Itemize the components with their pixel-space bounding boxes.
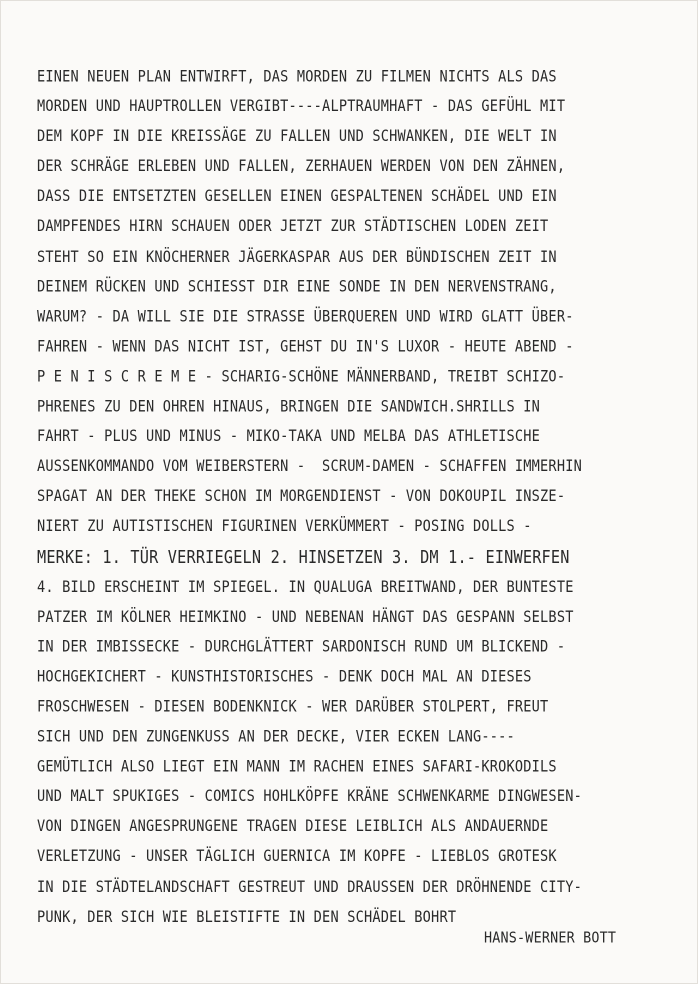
text-line-27: VERLETZUNG - UNSER TÄGLICH GUERNICA IM KOPFE - LIEBLOS GROTESK [37,847,557,867]
text-line-8: DEINEM RÜCKEN UND SCHIESST DIR EINE SONDE IN DEN NERVENSTRANG, [37,277,557,296]
text-line-29: PUNK, DER SICH WIE BLEISTIFTE IN DEN SCHÄDEL BOHRT [37,907,457,927]
text-line-15: SPAGAT AN DER THEKE SCHON IM MORGENDIENST - VON DOKOUPIL INSZE- [37,487,566,506]
text-line-23: SICH UND DEN ZUNGENKUSS AN DER DECKE, VIER ECKEN LANG---- [37,727,515,747]
text-line-28: IN DIE STÄDTELANDSCHAFT GESTREUT UND DRAUSSEN DER DRÖHNENDE CITY- [37,877,582,897]
text-line-22: FROSCHWESEN - DIESEN BODENKNICK - WER DARÜBER STOLPERT, FREUT [37,697,549,717]
text-line-20: IN DER IMBISSECKE - DURCHGLÄTTERT SARDONISCH RUND UM BLICKEND - [37,637,566,656]
text-line-19: PATZER IM KÖLNER HEIMKINO - UND NEBENAN HÄNGT DAS GESPANN SELBST [37,607,574,626]
text-line-2: MORDEN UND HAUPTROLLEN VERGIBT----ALPTRAUMHAFT - DAS GEFÜHL MIT [37,97,566,116]
text-line-7: STEHT SO EIN KNÖCHERNER JÄGERKASPAR AUS DER BÜNDISCHEN ZEIT IN [37,247,557,266]
text-line-3: DEM KOPF IN DIE KREISSÄGE ZU FALLEN UND SCHWANKEN, DIE WELT IN [37,127,557,146]
text-line-25: UND MALT SPUKIGES - COMICS HOHLKÖPFE KRÄNE SCHWENKARME DINGWESEN- [37,787,582,807]
text-line-1: EINEN NEUEN PLAN ENTWIRFT, DAS MORDEN ZU FILMEN NICHTS ALS DAS [37,67,557,86]
text-line-24: GEMÜTLICH ALSO LIEGT EIN MANN IM RACHEN EINES SAFARI-KROKODILS [37,757,557,777]
text-line-26: VON DINGEN ANGESPRUNGENE TRAGEN DIESE LEIBLICH ALS ANDAUERNDE [37,817,549,837]
typewritten-text [37,64,677,934]
text-line-13: FAHRT - PLUS UND MINUS - MIKO-TAKA UND MELBA DAS ATHLETISCHE [37,427,541,446]
text-line-5: DASS DIE ENTSETZTEN GESELLEN EINEN GESPALTENEN SCHÄDEL UND EIN [37,187,557,206]
text-line-9: WARUM? - DA WILL SIE DIE STRASSE ÜBERQUEREN UND WIRD GLATT ÜBER- [37,307,574,326]
text-line-17: MERKE: 1. TÜR VERRIEGELN 2. HINSETZEN 3. DM 1.- EINWERFEN [37,546,570,568]
text-line-12: PHRENES ZU DEN OHREN HINAUS, BRINGEN DIE SANDWICH.SHRILLS IN [37,397,541,416]
text-line-4: DER SCHRÄGE ERLEBEN UND FALLEN, ZERHAUEN WERDEN VON DEN ZÄHNEN, [37,157,566,176]
text-line-21: HOCHGEKICHERT - KUNSTHISTORISCHES - DENK DOCH MAL AN DIESES [37,667,532,687]
text-line-16: NIERT ZU AUTISTISCHEN FIGURINEN VERKÜMMERT - POSING DOLLS - [37,517,532,536]
text-line-10: FAHREN - WENN DAS NICHT IST, GEHST DU IN'S LUXOR - HEUTE ABEND - [37,337,574,356]
text-line-6: DAMPFENDES HIRN SCHAUEN ODER JETZT ZUR STÄDTISCHEN LODEN ZEIT [37,217,549,236]
text-line-18: 4. BILD ERSCHEINT IM SPIEGEL. IN QUALUGA BREITWAND, DER BUNTESTE [37,577,574,596]
text-line-11: P E N I S C R E M E - SCHARIG-SCHÖNE MÄNNERBAND, TREIBT SCHIZO- [37,367,566,386]
author-signature: HANS-WERNER BOTT [484,930,617,948]
text-line-14: AUSSENKOMMANDO VOM WEIBERSTERN - SCRUM-DAMEN - SCHAFFEN IMMERHIN [37,457,582,476]
